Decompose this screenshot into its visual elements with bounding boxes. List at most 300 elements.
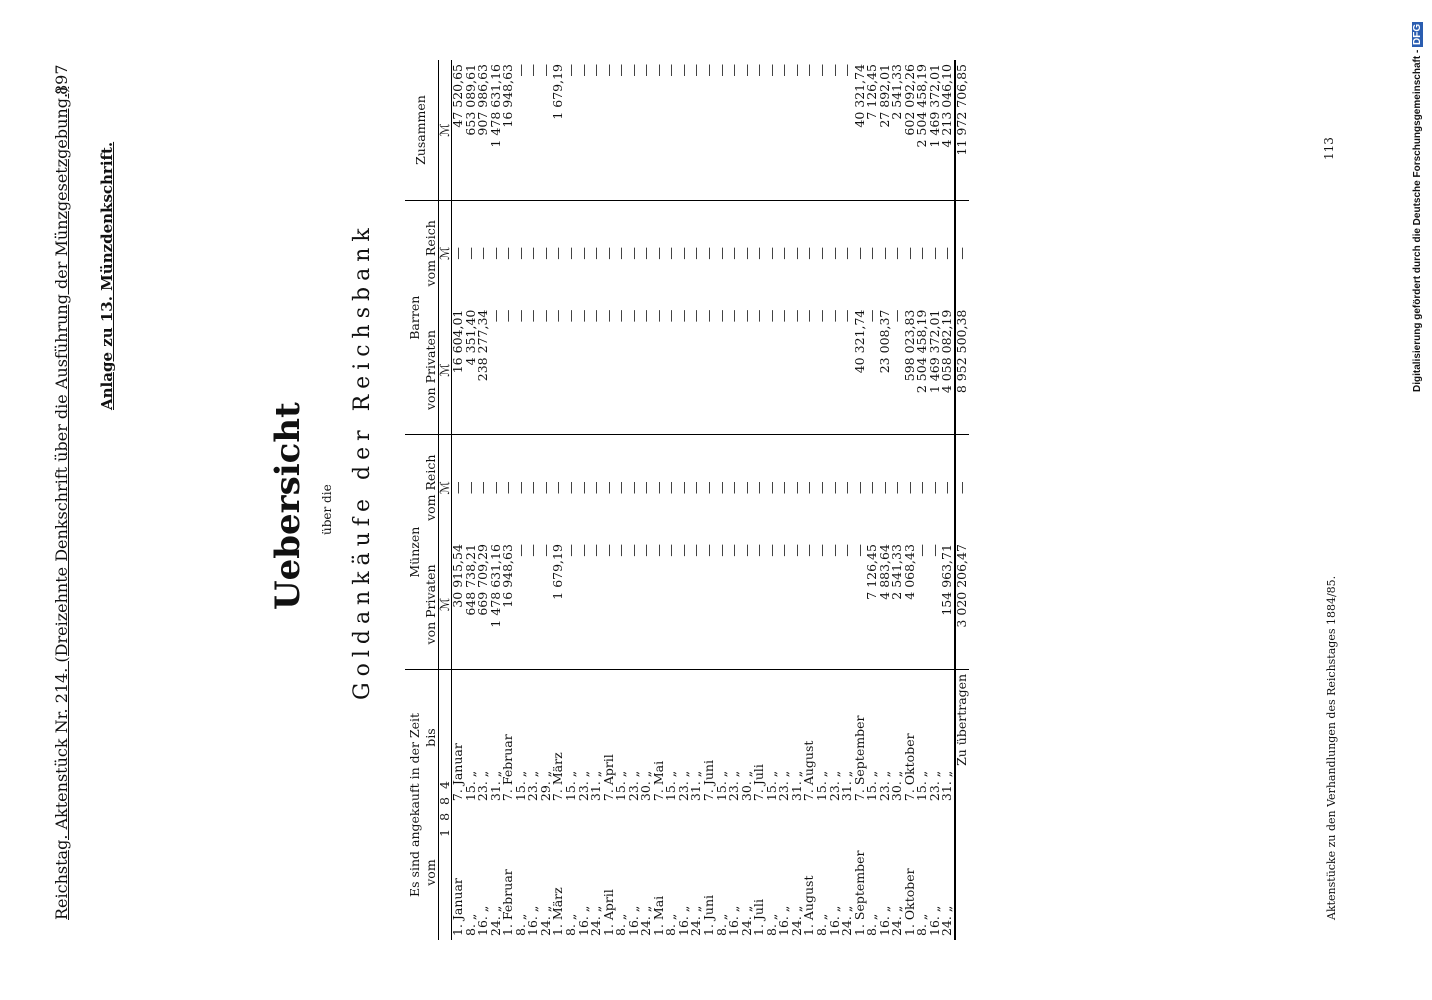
row-from: 1. April [600, 889, 616, 936]
total-cell: 1 679,19 [552, 60, 565, 201]
row-from: 1. Juli [751, 899, 767, 936]
coins-reich-cell: — [926, 481, 942, 495]
coins-reich-header: vom Reich [425, 435, 438, 540]
row-from: 8. „ [914, 913, 930, 936]
row-to: 23. „ [826, 770, 842, 802]
table-row [465, 60, 478, 940]
total-cell: 40 321,74 [854, 60, 867, 201]
table-row [879, 60, 892, 940]
row-from: 24. „ [889, 905, 905, 936]
row-from: 1. Februar [500, 869, 516, 936]
bars-private-cell: — [653, 306, 666, 435]
row-to: 23. „ [575, 770, 591, 802]
row-from: 16. „ [926, 905, 942, 936]
coins-private-cell: — [578, 540, 591, 669]
row-from: 8. „ [663, 913, 679, 936]
total-cell: — [640, 60, 653, 201]
row-from: 24. „ [638, 905, 654, 936]
row-to: 7. April [600, 754, 616, 802]
row-to: 30. „ [738, 770, 754, 802]
table-row [703, 60, 716, 940]
total-cell: — [703, 60, 716, 201]
bars-private-cell: — [728, 306, 741, 435]
total-cell: — [515, 60, 528, 201]
row-from: 8. „ [864, 913, 880, 936]
bars-private-cell: — [590, 306, 603, 435]
bars-reich-cell: — [600, 247, 616, 260]
row-to: 31. „ [487, 770, 503, 802]
carry-coins-reich: — [955, 435, 969, 540]
row-from: 24. „ [839, 905, 855, 936]
coins-private-cell: 154 963,71 [941, 540, 955, 669]
carry-coins-private: 3 020 206,47 [955, 540, 969, 669]
row-from: 16. „ [525, 905, 541, 936]
row-from: 1. September [851, 850, 867, 936]
table-row [866, 60, 879, 940]
sheet-number: 113 [1322, 137, 1336, 160]
bars-private-cell: 1 469 372,01 [929, 306, 942, 435]
footer-note: Aktenstücke zu den Verhandlungen des Reichstages 1884/85. [1325, 575, 1338, 920]
coins-reich-cell: — [839, 481, 855, 495]
row-to: 15. „ [713, 770, 729, 802]
row-to: 15. „ [864, 770, 880, 802]
coins-reich-cell: — [738, 481, 754, 495]
total-cell: 653 089,61 [465, 60, 478, 201]
bars-private-cell: — [603, 306, 616, 435]
table-row [603, 60, 616, 940]
coins-private-cell: — [753, 540, 766, 669]
unit-label: ℳ [438, 60, 452, 201]
bars-reich-cell: — [475, 247, 491, 260]
total-cell: — [565, 60, 578, 201]
row-to: 31. „ [839, 770, 855, 802]
row-from: 1. Oktober [901, 868, 917, 936]
table-row [640, 60, 653, 940]
bars-reich-cell: — [901, 247, 917, 260]
bars-reich-cell: — [487, 247, 503, 260]
coins-reich-cell: — [726, 481, 742, 495]
coins-reich-cell: — [550, 481, 566, 495]
bars-reich-cell: — [462, 247, 478, 260]
coins-reich-cell: — [512, 481, 528, 495]
coins-private-cell: — [690, 540, 703, 669]
table-row [816, 60, 829, 940]
total-cell: — [603, 60, 616, 201]
row-to: 7. März [550, 752, 566, 802]
bars-private-cell: — [552, 306, 565, 435]
bars-reich-cell: — [625, 247, 641, 260]
bars-reich-cell: — [939, 247, 955, 260]
row-to: 23. „ [726, 770, 742, 802]
row-to: 7. Juni [701, 760, 717, 802]
total-cell: 1 469 372,01 [929, 60, 942, 201]
bars-private-cell: 598 023,83 [904, 306, 917, 435]
total-cell: — [678, 60, 691, 201]
table-row [678, 60, 691, 940]
bars-reich-cell: — [537, 247, 553, 260]
bars-reich-cell: — [650, 247, 666, 260]
table-row [803, 60, 816, 940]
year-label: 1884 [438, 669, 452, 940]
row-from: 1. März [550, 887, 566, 936]
table-row [778, 60, 791, 940]
gold-purchases-table [405, 60, 969, 940]
total-cell: — [628, 60, 641, 201]
bars-private-cell: — [515, 306, 528, 435]
dfg-logo: DFG [1412, 23, 1423, 45]
coins-reich-cell: — [487, 481, 503, 495]
row-to: 23. „ [926, 770, 942, 802]
bars-private-cell: — [628, 306, 641, 435]
bars-private-cell: 2 504 458,19 [916, 306, 929, 435]
bars-reich-cell: — [889, 247, 905, 260]
bars-reich-cell: — [575, 247, 591, 260]
table-row [490, 60, 503, 940]
bars-private-cell: — [578, 306, 591, 435]
total-cell: — [590, 60, 603, 201]
row-to: 7. Februar [500, 734, 516, 802]
total-cell: 4 213 046,10 [941, 60, 955, 201]
coins-private-cell: — [929, 540, 942, 669]
row-to: 31. „ [688, 770, 704, 802]
total-cell: — [665, 60, 678, 201]
row-to: 15. „ [613, 770, 629, 802]
bars-reich-header: vom Reich [425, 201, 438, 306]
row-to: 30. „ [889, 770, 905, 802]
row-from: 16. „ [776, 905, 792, 936]
row-to: 29. „ [537, 770, 553, 802]
total-cell: — [578, 60, 591, 201]
table-row [527, 60, 540, 940]
title-over: über die [320, 484, 334, 535]
row-to: 31. „ [939, 770, 955, 802]
bars-reich-cell: — [839, 247, 855, 260]
row-to: 7. August [801, 740, 817, 802]
carry-total: 11 972 706,85 [955, 60, 969, 201]
bars-reich-cell: — [701, 247, 717, 260]
total-cell: 7 126,45 [866, 60, 879, 201]
total-cell: 907 986,63 [477, 60, 490, 201]
total-cell: 16 948,63 [502, 60, 515, 201]
total-cell: — [690, 60, 703, 201]
coins-reich-cell: — [450, 481, 466, 495]
unit-label: ℳ [438, 540, 452, 669]
total-cell: 1 478 631,16 [490, 60, 503, 201]
bars-reich-cell: — [450, 247, 466, 260]
bars-reich-cell: — [876, 247, 892, 260]
bars-private-cell: — [741, 306, 754, 435]
coins-private-cell: — [791, 540, 804, 669]
bars-private-cell: — [703, 306, 716, 435]
coins-reich-cell: — [462, 481, 478, 495]
coins-reich-cell: — [889, 481, 905, 495]
coins-private-cell: 4 068,43 [904, 540, 917, 669]
unit-label: ℳ [438, 435, 452, 540]
coins-private-cell: 7 126,45 [866, 540, 879, 669]
coins-reich-cell: — [914, 481, 930, 495]
carry-label: Zu übertragen [955, 669, 969, 940]
coins-reich-cell: — [588, 481, 604, 495]
page-number: 897 [52, 64, 71, 95]
bars-private-cell: — [565, 306, 578, 435]
coins-private-cell: 1 679,19 [552, 540, 565, 669]
row-to: 7. Januar [450, 743, 466, 802]
coins-private-cell: 16 948,63 [502, 540, 515, 669]
table-row [515, 60, 528, 940]
table-row [477, 60, 490, 940]
total-cell: — [615, 60, 628, 201]
period-header: Es sind angekauft in der Zeit [406, 712, 422, 897]
coins-private-cell: — [590, 540, 603, 669]
table-row [540, 60, 553, 940]
coins-reich-cell: — [864, 481, 880, 495]
bars-private-cell: — [766, 306, 779, 435]
coins-private-cell: — [678, 540, 691, 669]
bars-reich-cell: — [763, 247, 779, 260]
bars-private-cell: — [803, 306, 816, 435]
bars-reich-cell: — [663, 247, 679, 260]
coins-private-cell: 30 915,54 [452, 540, 465, 669]
total-cell: — [803, 60, 816, 201]
bars-reich-cell: — [500, 247, 516, 260]
row-to: 31. „ [788, 770, 804, 802]
coins-reich-cell: — [826, 481, 842, 495]
table-row [741, 60, 754, 940]
total-cell: — [540, 60, 553, 201]
total-cell: — [816, 60, 829, 201]
table-row [854, 60, 867, 940]
row-to: 15. „ [663, 770, 679, 802]
bars-private-cell: — [829, 306, 842, 435]
bars-private-cell: — [816, 306, 829, 435]
bars-private-cell: 40 321,74 [854, 306, 867, 435]
coins-reich-cell: — [713, 481, 729, 495]
to-header: bis [425, 669, 438, 805]
row-to: 23. „ [776, 770, 792, 802]
table-row [552, 60, 565, 940]
row-to: 15. „ [462, 770, 478, 802]
table-row [615, 60, 628, 940]
bars-reich-cell: — [563, 247, 579, 260]
row-from: 8. „ [763, 913, 779, 936]
coins-private-cell: — [603, 540, 616, 669]
coins-private-cell: 648 738,21 [465, 540, 478, 669]
coins-reich-cell: — [901, 481, 917, 495]
coins-private-cell: — [540, 540, 553, 669]
table-row [452, 60, 465, 940]
total-cell: — [766, 60, 779, 201]
carry-bars-private: 8 952 500,38 [955, 306, 969, 435]
bars-private-cell: — [527, 306, 540, 435]
bars-reich-cell: — [813, 247, 829, 260]
row-from: 24. „ [487, 905, 503, 936]
bars-private-cell: — [615, 306, 628, 435]
bars-private-cell: 4 351,40 [465, 306, 478, 435]
total-cell: — [728, 60, 741, 201]
row-from: 1. Mai [650, 895, 666, 936]
table-row [753, 60, 766, 940]
bars-private-cell: — [791, 306, 804, 435]
bars-reich-cell: — [914, 247, 930, 260]
row-to: 30. „ [638, 770, 654, 802]
bars-private-cell: — [716, 306, 729, 435]
bars-reich-cell: — [675, 247, 691, 260]
coins-reich-cell: — [813, 481, 829, 495]
coins-private-cell: — [728, 540, 741, 669]
bars-private-cell: — [665, 306, 678, 435]
row-to: 7. September [851, 715, 867, 802]
coins-private-cell: — [829, 540, 842, 669]
bars-reich-cell: — [525, 247, 541, 260]
coins-private-cell: — [803, 540, 816, 669]
row-from: 16. „ [475, 905, 491, 936]
coins-private-cell: — [640, 540, 653, 669]
row-to: 23. „ [675, 770, 691, 802]
coins-private-cell: — [527, 540, 540, 669]
table-row [665, 60, 678, 940]
table-row [653, 60, 666, 940]
bars-private-cell: — [753, 306, 766, 435]
bars-reich-cell: — [726, 247, 742, 260]
bars-reich-cell: — [826, 247, 842, 260]
bars-reich-cell: — [751, 247, 767, 260]
row-from: 16. „ [826, 905, 842, 936]
row-to: 7. Juli [751, 764, 767, 802]
total-cell: 2 504 458,19 [916, 60, 929, 201]
total-cell: — [527, 60, 540, 201]
coins-reich-cell: — [475, 481, 491, 495]
table-row [791, 60, 804, 940]
total-cell: 47 520,65 [452, 60, 465, 201]
digitization-credit [1412, 0, 1423, 392]
row-from: 16. „ [675, 905, 691, 936]
bars-reich-cell: — [926, 247, 942, 260]
total-cell: — [778, 60, 791, 201]
coins-private-cell: — [741, 540, 754, 669]
coins-private-cell: — [854, 540, 867, 669]
table-row [929, 60, 942, 940]
bars-private-cell: — [866, 306, 879, 435]
coins-reich-cell: — [500, 481, 516, 495]
coins-reich-cell: — [600, 481, 616, 495]
table-row [829, 60, 842, 940]
coins-private-cell: — [916, 540, 929, 669]
coins-reich-cell: — [851, 481, 867, 495]
bars-reich-cell: — [713, 247, 729, 260]
bars-reich-cell: — [738, 247, 754, 260]
table-row [841, 60, 854, 940]
total-cell: — [741, 60, 754, 201]
bars-private-cell: — [502, 306, 515, 435]
coins-private-cell: — [565, 540, 578, 669]
row-from: 8. „ [462, 913, 478, 936]
coins-private-header: von Privaten [425, 540, 438, 669]
row-to: 31. „ [588, 770, 604, 802]
total-cell: 602 092,26 [904, 60, 917, 201]
coins-private-cell: — [665, 540, 678, 669]
coins-private-cell: 4 883,64 [879, 540, 892, 669]
bars-reich-cell: — [776, 247, 792, 260]
row-from: 8. „ [713, 913, 729, 936]
coins-private-cell: 2 541,33 [891, 540, 904, 669]
row-from: 8. „ [563, 913, 579, 936]
table-row [716, 60, 729, 940]
bars-reich-cell: — [788, 247, 804, 260]
bars-private-cell: 4 058 082,19 [941, 306, 955, 435]
from-header: vom [425, 805, 438, 940]
row-from: 24. „ [788, 905, 804, 936]
unit-label: ℳ [438, 306, 452, 435]
coins-private-cell: — [653, 540, 666, 669]
coins-header: Münzen [405, 435, 425, 669]
row-from: 8. „ [613, 913, 629, 936]
coins-private-cell: — [766, 540, 779, 669]
total-cell: — [841, 60, 854, 201]
coins-private-cell: 669 709,29 [477, 540, 490, 669]
coins-reich-cell: — [638, 481, 654, 495]
table-row [578, 60, 591, 940]
coins-private-cell: — [778, 540, 791, 669]
coins-reich-cell: — [537, 481, 553, 495]
coins-reich-cell: — [763, 481, 779, 495]
row-to: 15. „ [512, 770, 528, 802]
table-row [728, 60, 741, 940]
total-cell: — [716, 60, 729, 201]
row-to: 7. Mai [650, 760, 666, 802]
row-from: 24. „ [588, 905, 604, 936]
bars-private-cell: — [540, 306, 553, 435]
row-to: 15. „ [563, 770, 579, 802]
table-row [590, 60, 603, 940]
coins-reich-cell: — [613, 481, 629, 495]
coins-private-cell: — [628, 540, 641, 669]
bars-reich-cell: — [864, 247, 880, 260]
table-row [502, 60, 515, 940]
table-row [904, 60, 917, 940]
total-cell: — [791, 60, 804, 201]
total-cell: 27 892,01 [879, 60, 892, 201]
running-header: Reichstag. Aktenstück Nr. 214. (Dreizehnte Denkschrift über die Ausführung der Münzgesetzgebung.) [52, 86, 71, 920]
coins-reich-cell: — [625, 481, 641, 495]
table-row [891, 60, 904, 940]
row-from: 16. „ [625, 905, 641, 936]
bars-reich-cell: — [801, 247, 817, 260]
coins-private-cell: — [703, 540, 716, 669]
bars-private-header: von Privaten [425, 306, 438, 435]
total-cell: 2 541,33 [891, 60, 904, 201]
table-row [690, 60, 703, 940]
coins-reich-cell: — [776, 481, 792, 495]
coins-reich-cell: — [751, 481, 767, 495]
row-to: 15. „ [763, 770, 779, 802]
row-to: 23. „ [475, 770, 491, 802]
bars-reich-cell: — [688, 247, 704, 260]
table-row [941, 60, 955, 940]
row-to: 23. „ [876, 770, 892, 802]
coins-reich-cell: — [525, 481, 541, 495]
row-from: 16. „ [876, 905, 892, 936]
bars-reich-cell: — [613, 247, 629, 260]
bars-reich-cell: — [638, 247, 654, 260]
carry-bars-reich: — [955, 201, 969, 306]
bars-private-cell: — [891, 306, 904, 435]
row-to: 23. „ [525, 770, 541, 802]
coins-reich-cell: — [688, 481, 704, 495]
table-row [628, 60, 641, 940]
bars-private-cell: — [490, 306, 503, 435]
bars-reich-cell: — [588, 247, 604, 260]
row-from: 16. „ [575, 905, 591, 936]
